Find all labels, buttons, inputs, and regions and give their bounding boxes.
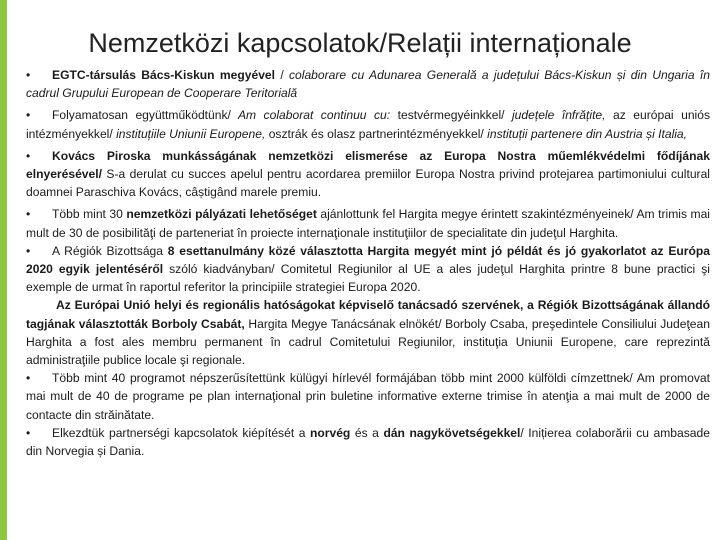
bullet-icon: • <box>26 243 31 258</box>
list-item: • Több mint 40 programot népszerűsítettünk külügyi hírlevél formájában több mint 2000 külföldi címzettnek/ Am promovat mai mult de 40 de programe pe plan internaţional prin buletine informative externe trimise în atenţia a mai mult de 2000 de contacte din străinătate. <box>26 371 710 422</box>
list-item: Az Európai Unió helyi és regionális hatóságokat képviselő tanácsadó szervének, a Régiók Bizottságának állandó tagjának választották Borboly Csabát, Hargita Megye Tanácsának elnökét/ Borboly Csaba, preşedintele Consiliului Judeţean Harghita a fost ales membru permanent în cadrul Comitetului Regiunilor, instituţia Uniunii Europene, care reprezintă administraţiile publice locale şi regionale. <box>26 298 710 368</box>
accent-bar <box>0 0 7 540</box>
content-body <box>26 66 710 460</box>
list-item: • Elkezdtük partnerségi kapcsolatok kiépítését a norvég és a dán nagykövetségekkel/ Inițierea colaborării cu ambasade din Norvegia și Dania. <box>26 425 710 459</box>
list-item: • EGTC-társulás Bács-Kiskun megyével / colaborare cu Adunarea Generală a județului Bács-Kiskun și din Ungaria în cadrul Grupului European de Cooperare Teritorială <box>26 68 710 101</box>
list-item: • Kovács Piroska munkásságának nemzetközi elismerése az Europa Nostra műemlékvédelmi fődíjának elnyerésével/ S-a derulat cu succes apelul pentru acordarea premiilor Europa Nostra privind protejarea partimoniului cultural doamnei Paraschiva Kovács, câștigând marele premiu. <box>26 148 710 200</box>
list-item: • A Régiók Bizottsága 8 esettanulmány közé választotta Hargita megyét mint jó példát és jó gyakorlatot az Európa 2020 egyik jelentéséről szóló kiadványban/ Comitetul Regiunilor al UE a ales judeţul Harghita printre 8 bune practici şi exemple de urmat în raportul referitor la principiile strategiei Europa 2020. <box>26 243 710 295</box>
bullet-icon: • <box>26 148 31 163</box>
bullet-icon: • <box>26 207 31 222</box>
list-item: • Több mint 30 nemzetközi pályázati lehetőséget ajánlottunk fel Hargita megye érintett szakintézményeinek/ Am trimis mai mult de 30 de posibilităţi de parteneriat în proiecte internaţionale instituţiilor de specialitate din judeţul Harghita. <box>26 207 710 240</box>
bullet-icon: • <box>26 425 31 440</box>
bullet-icon: • <box>26 68 31 82</box>
bullet-icon: • <box>26 108 31 123</box>
page-title: Nemzetközi kapcsolatok/Relații internaționale <box>88 28 632 58</box>
list-item: • Folyamatosan együttműködtünk/ Am colaborat continuu cu: testvérmegyéinkkel/ județele înfrățite, az európai uniós intézményekkel/ instituțiile Uniunii Europene, osztrák és olasz partnerintézményekkel/ instituții partenere din Austria și Italia, <box>26 108 711 141</box>
bullet-icon: • <box>26 371 31 386</box>
